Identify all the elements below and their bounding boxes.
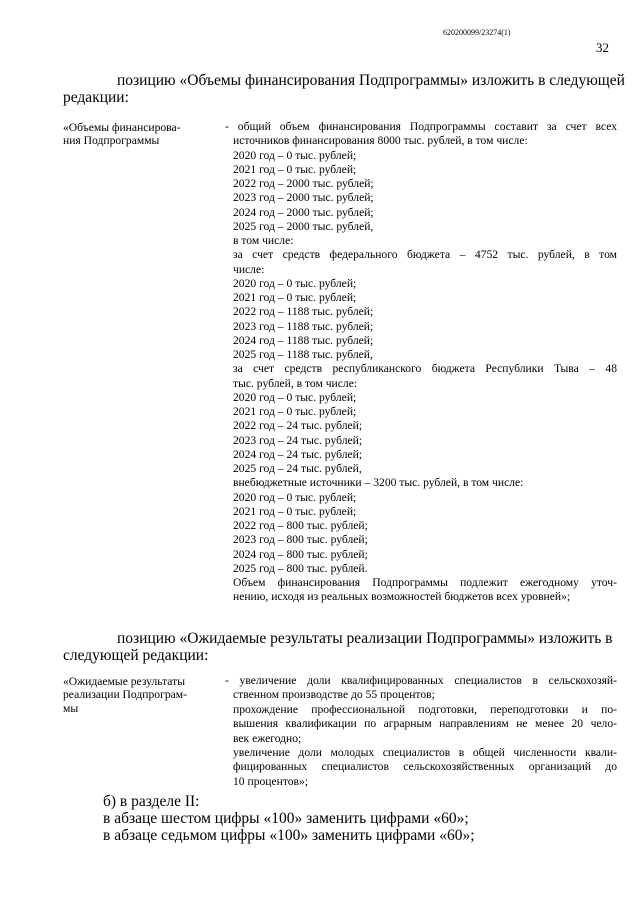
text-line: 2021 год – 0 тыс. рублей; — [233, 162, 357, 176]
text-line: за счет средств федерального бюджета – 4752 тыс. рублей, в том — [233, 248, 617, 262]
text-line: - увеличение доли квалифицированных специалистов в сельскохозяй- — [225, 674, 617, 687]
text-line: в том числе: — [233, 234, 294, 247]
text-line: 2023 год – 24 тыс. рублей; — [233, 433, 363, 447]
text-line: 2023 год – 2000 тыс. рублей; — [233, 191, 374, 205]
paragraph-funding-intro: позицию «Объемы финансирования Подпрограммы» изложить в следующей — [117, 72, 625, 89]
amendment-paragraph-six: в абзаце шестом цифры «100» заменить цифрами «60»; — [103, 810, 469, 827]
text-line: 2022 год – 2000 тыс. рублей; — [233, 177, 374, 190]
text-line: век ежегодно; — [233, 731, 302, 745]
funding-label-line: «Объемы финансирова- — [63, 121, 181, 134]
results-details — [225, 674, 617, 789]
text-line: 2020 год – 0 тыс. рублей; — [233, 490, 357, 504]
text-line: 2025 год – 1188 тыс. рублей, — [233, 348, 373, 361]
text-line: 2020 год – 0 тыс. рублей; — [233, 276, 357, 290]
text-line: 2024 год – 800 тыс. рублей; — [233, 547, 368, 561]
text-line: тыс. рублей, в том числе: — [233, 376, 358, 390]
text-line: нению, исходя из реальных возможностей бюджетов всех уровней»; — [233, 590, 571, 604]
amendment-paragraph-seven: в абзаце седьмом цифры «100» заменить цифрами «60»; — [103, 827, 475, 844]
document-id: 620200099/23274(1) — [443, 28, 511, 37]
text-line: источников финансирования 8000 тыс. рублей, в том числе: — [233, 134, 528, 148]
paragraph-results-intro: позицию «Ожидаемые результаты реализации Подпрограммы» изложить в — [117, 630, 613, 647]
text-line: 2024 год – 1188 тыс. рублей; — [233, 333, 374, 347]
text-line: Объем финансирования Подпрограммы подлежит ежегодному уточ- — [233, 576, 617, 589]
text-line: числе: — [233, 262, 265, 276]
text-line: фицированных специалистов сельскохозяйственных организаций до — [233, 760, 617, 774]
text-line: 2023 год – 1188 тыс. рублей; — [233, 319, 374, 333]
text-line: 2020 год – 0 тыс. рублей; — [233, 148, 357, 162]
text-line: 2021 год – 0 тыс. рублей; — [233, 291, 357, 304]
text-line: увеличение доли молодых специалистов в общей численности квали- — [233, 746, 617, 760]
text-line: 2024 год – 2000 тыс. рублей; — [233, 205, 374, 219]
funding-position-label — [63, 121, 218, 148]
text-line: 2025 год – 24 тыс. рублей, — [233, 462, 362, 475]
funding-details — [225, 120, 617, 605]
text-line: 2022 год – 800 тыс. рублей; — [233, 519, 368, 532]
text-line: за счет средств республиканского бюджета Республики Тыва – 48 — [233, 362, 617, 376]
text-line: 2022 год – 1188 тыс. рублей; — [233, 305, 374, 319]
paragraph-funding-intro-cont: редакции: — [63, 89, 129, 106]
funding-label-line: ния Подпрограммы — [63, 134, 160, 148]
results-position-label — [63, 675, 208, 715]
text-line: 2025 год – 2000 тыс. рублей, — [233, 219, 374, 233]
text-line: 2024 год – 24 тыс. рублей; — [233, 447, 363, 461]
results-label-line: «Ожидаемые результаты — [63, 675, 185, 688]
text-line: 2020 год – 0 тыс. рублей; — [233, 390, 357, 404]
page-number: 32 — [596, 40, 609, 55]
paragraph-results-intro-cont: следующей редакции: — [63, 647, 209, 664]
text-line: внебюджетные источники – 3200 тыс. рублей, в том числе: — [233, 476, 524, 490]
section-ii-heading: б) в разделе II: — [103, 793, 200, 810]
text-line: 2025 год – 800 тыс. рублей. — [233, 561, 368, 575]
text-line: 10 процентов»; — [233, 774, 309, 788]
text-line: 2021 год – 0 тыс. рублей; — [233, 405, 357, 418]
text-line: - общий объем финансирования Подпрограммы составит за счет всех — [225, 120, 617, 133]
results-label-line: мы — [63, 701, 79, 715]
text-line: 2023 год – 800 тыс. рублей; — [233, 533, 368, 547]
text-line: вышения квалификации по аграрным направлениям не менее 20 чело- — [233, 717, 617, 731]
text-line: прохождение профессиональной подготовки, переподготовки и по- — [233, 702, 617, 716]
text-line: ственном производстве до 55 процентов; — [233, 688, 435, 702]
results-label-line: реализации Подпрограм- — [63, 688, 187, 702]
text-line: 2021 год – 0 тыс. рублей; — [233, 504, 357, 518]
text-line: 2022 год – 24 тыс. рублей; — [233, 419, 363, 433]
